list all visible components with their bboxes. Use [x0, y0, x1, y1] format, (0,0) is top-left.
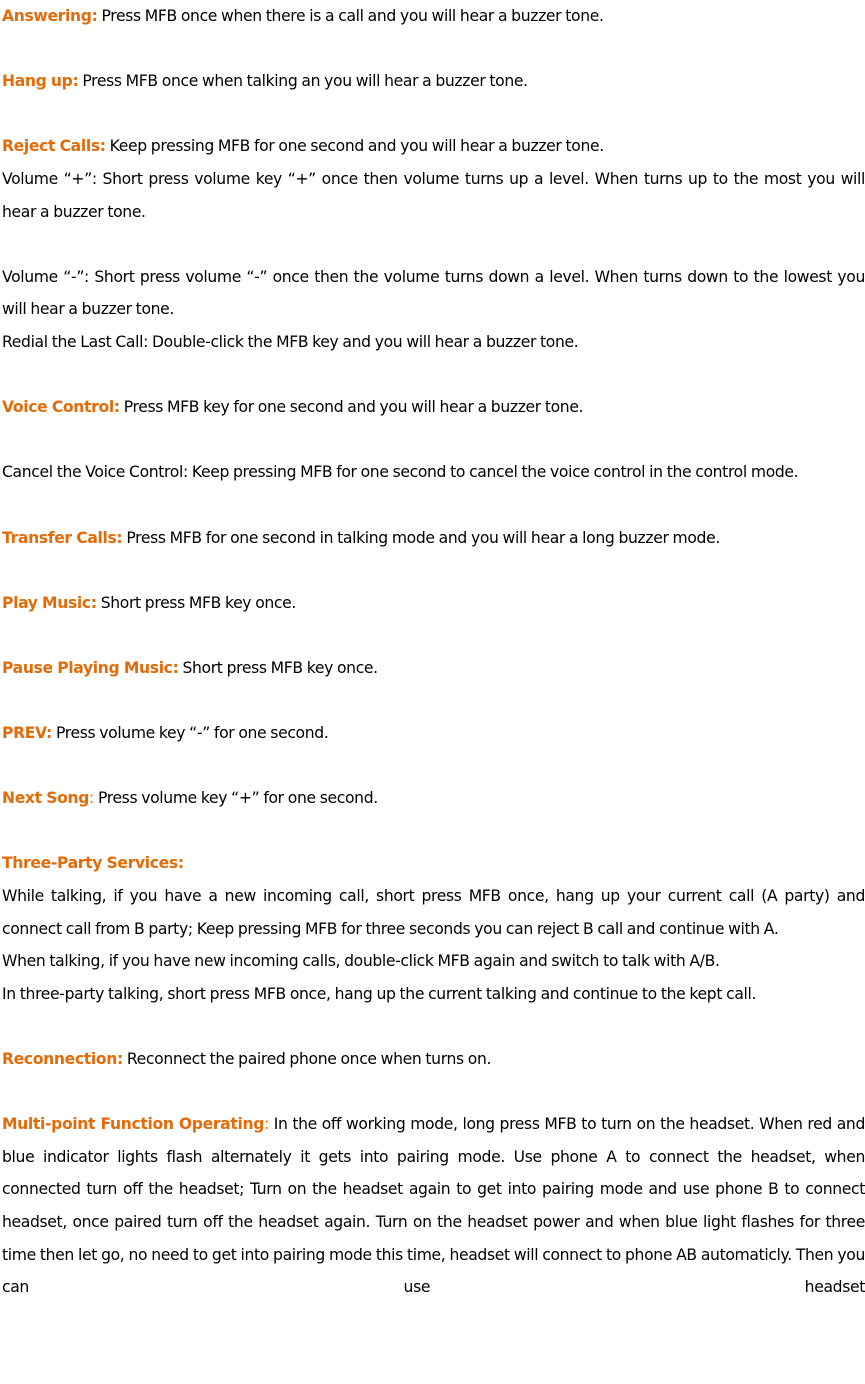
three-party-line: In three-party talking, short press MFB once, hang up the current talking and continue to the kept call.	[2, 984, 757, 1003]
voice-control-paragraph	[2, 391, 865, 424]
reconnection-paragraph	[2, 1043, 865, 1076]
answering-text: Press MFB once when there is a call and you will hear a buzzer tone.	[97, 7, 604, 25]
spacer	[2, 684, 865, 717]
prev-label: PREV:	[2, 724, 52, 743]
multipoint-colon: :	[264, 1115, 269, 1134]
spacer	[2, 359, 865, 392]
spacer	[2, 98, 865, 131]
redial-paragraph: Redial the Last Call: Double-click the MFB key and you will hear a buzzer tone.	[2, 332, 579, 351]
transfer-calls-text: Press MFB for one second in talking mode and you will hear a long buzzer mode.	[122, 528, 720, 547]
prev-text: Press volume key “-” for one second.	[51, 724, 329, 743]
cancel-voice-control-paragraph: Cancel the Voice Control: Keep pressing MFB for one second to cancel the voice control in the control mode.	[2, 463, 799, 482]
spacer	[2, 750, 865, 783]
next-song-label: Next Song	[2, 789, 90, 808]
volume-up-paragraph: Volume “+”: Short press volume key “+” once then volume turns up a level. When turns up to the most you will hear a buzzer tone.	[2, 169, 865, 221]
three-party-line: While talking, if you have a new incoming call, short press MFB once, hang up your current call (A party) and connect call from B party; Keep pressing MFB for three seconds you can reject B call and continue with A.	[2, 887, 865, 938]
three-party-line: When talking, if you have new incoming calls, double-click MFB again and switch to talk with A/B.	[2, 952, 720, 971]
play-music-paragraph	[2, 587, 865, 620]
instruction-document	[2, 0, 865, 1304]
multipoint-paragraph	[2, 1108, 865, 1304]
hang-up-text: Press MFB once when talking an you will hear a buzzer tone.	[78, 72, 528, 91]
spacer	[2, 228, 865, 261]
reconnection-label: Reconnection:	[2, 1050, 123, 1068]
three-party-label: Three-Party Services:	[2, 854, 184, 873]
spacer	[2, 1010, 865, 1043]
reconnection-text: Reconnect the paired phone once when turns on.	[122, 1050, 492, 1068]
spacer	[2, 489, 865, 522]
answering-paragraph	[2, 0, 865, 33]
spacer	[2, 815, 865, 848]
spacer	[2, 554, 865, 587]
three-party-heading	[2, 847, 865, 880]
spacer	[2, 33, 865, 66]
next-song-text: Press volume key “+” for one second.	[93, 789, 378, 808]
play-music-label: Play Music:	[2, 593, 97, 612]
pause-music-paragraph	[2, 652, 865, 685]
play-music-text: Short press MFB key once.	[96, 593, 296, 612]
voice-control-label: Voice Control:	[2, 398, 120, 417]
answering-label: Answering:	[2, 7, 98, 25]
volume-down-paragraph: Volume “-”: Short press volume “-” once then the volume turns down a level. When turns down to the lowest you will hear a buzzer tone.	[2, 267, 865, 319]
spacer	[2, 619, 865, 652]
multipoint-text: In the off working mode, long press MFB to turn on the headset. When red and blue indicator lights flash alternately it gets into pairing mode. Use phone A to connect the headset, when connected turn off the headset; Turn on the headset again to get into pairing mode and use phone B to connect headset, once paired turn off the headset again. Turn on the headset power and when blue light flashes for three time then let go, no need to get into pairing mode this time, headset will connect to phone AB automaticly. Then you can use headset	[2, 1115, 865, 1297]
prev-paragraph	[2, 717, 865, 750]
pause-music-text: Short press MFB key once.	[178, 658, 378, 677]
voice-control-text: Press MFB key for one second and you will hear a buzzer tone.	[119, 398, 584, 417]
hang-up-label: Hang up:	[2, 72, 79, 91]
hang-up-paragraph	[2, 65, 865, 98]
next-song-paragraph	[2, 782, 865, 815]
reject-calls-text: Keep pressing MFB for one second and you will hear a buzzer tone.	[105, 137, 604, 156]
pause-music-label: Pause Playing Music:	[2, 658, 179, 677]
transfer-calls-label: Transfer Calls:	[2, 528, 123, 547]
reject-calls-paragraph	[2, 130, 865, 163]
next-song-colon: :	[89, 789, 94, 808]
reject-calls-label: Reject Calls:	[2, 137, 106, 156]
spacer	[2, 424, 865, 457]
spacer	[2, 1076, 865, 1109]
multipoint-label: Multi-point Function Operating	[2, 1115, 265, 1134]
transfer-calls-paragraph	[2, 522, 865, 555]
